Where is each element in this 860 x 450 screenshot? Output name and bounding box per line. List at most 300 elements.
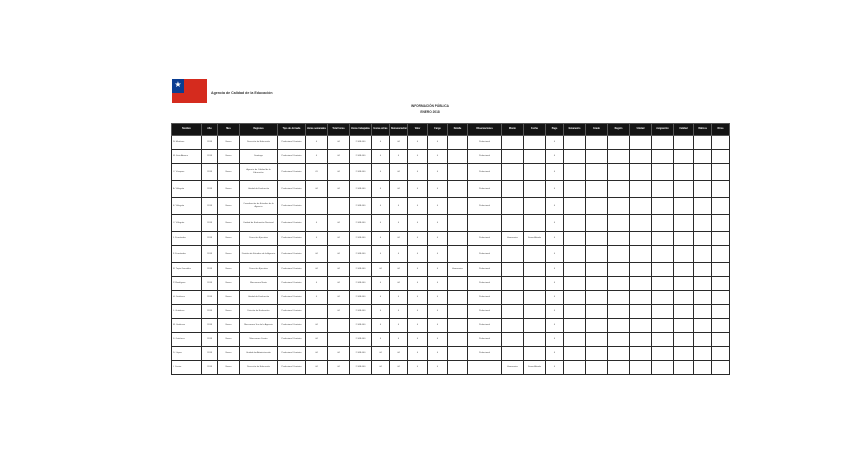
table-cell: 0 [546, 232, 564, 246]
table-cell: 44 [306, 181, 328, 198]
table-cell [564, 215, 586, 232]
table-cell: 2018 [202, 361, 218, 375]
table-cell: 2.348.000 [350, 164, 372, 181]
table-cell [630, 305, 652, 319]
table-cell [564, 277, 586, 291]
table-cell [328, 319, 350, 333]
table-cell: 2.348.000 [350, 305, 372, 319]
table-cell [502, 319, 524, 333]
table-cell [630, 277, 652, 291]
column-header: Fecha [524, 124, 546, 136]
table-cell: 44 [372, 263, 390, 277]
table-row [172, 361, 730, 375]
table-cell [564, 361, 586, 375]
table-cell: 0 [390, 246, 408, 263]
table-cell: Profesional [468, 305, 502, 319]
table-cell: 0 [390, 215, 408, 232]
table-cell [524, 246, 546, 263]
table-cell [608, 361, 630, 375]
column-header: Estamento [564, 124, 586, 136]
table-cell: 2.348.000 [350, 263, 372, 277]
table-cell: 4 [306, 291, 328, 305]
table-cell: Profesional [468, 246, 502, 263]
table-cell [586, 164, 608, 181]
table-cell [652, 246, 674, 263]
table-cell [674, 347, 694, 361]
table-row [172, 333, 730, 347]
table-cell [694, 263, 712, 277]
table-cell: 0 [408, 232, 428, 246]
table-row [172, 198, 730, 215]
table-cell: 0 [408, 181, 428, 198]
table-cell [652, 263, 674, 277]
table-cell [586, 305, 608, 319]
table-cell [564, 319, 586, 333]
table-cell [586, 319, 608, 333]
table-cell [674, 263, 694, 277]
table-cell: Unidad de Evaluación [240, 181, 278, 198]
table-cell: Enero [218, 319, 240, 333]
table-cell [674, 181, 694, 198]
table-cell: Profesional [468, 347, 502, 361]
table-cell: 2.348.000 [350, 136, 372, 150]
table-cell: Profesional Contrata [278, 319, 306, 333]
table-cell [586, 181, 608, 198]
table-cell [586, 333, 608, 347]
table-cell [608, 291, 630, 305]
table-cell: 0 [428, 198, 448, 215]
table-cell: 2018 [202, 198, 218, 215]
table-cell: Enero [218, 136, 240, 150]
table-cell: Enero [218, 277, 240, 291]
table-cell: Profesional [468, 232, 502, 246]
table-cell: Unidad de Evaluación Nacional [240, 215, 278, 232]
table-cell: 0 [408, 333, 428, 347]
table-cell [586, 277, 608, 291]
table-cell: Agencia de Calidad de la Educación [240, 164, 278, 181]
table-cell: 44 [328, 305, 350, 319]
table-cell: 2.348.000 [350, 333, 372, 347]
table-cell: I. Castro [172, 361, 202, 375]
table-cell: 0 [428, 305, 448, 319]
table-cell: Profesional Contrata [278, 232, 306, 246]
table-cell: 2.348.000 [350, 181, 372, 198]
table-cell: 44 [390, 136, 408, 150]
table-cell: 2.348.000 [350, 291, 372, 305]
table-cell [524, 150, 546, 164]
table-cell: 44 [390, 263, 408, 277]
table-cell [652, 277, 674, 291]
column-header: Otros [712, 124, 730, 136]
table-cell: Profesional Contrata [278, 305, 306, 319]
table-cell: Profesional Contrata [278, 291, 306, 305]
table-cell: 4 [306, 136, 328, 150]
table-cell: Profesional [468, 198, 502, 215]
table-cell [608, 347, 630, 361]
table-cell: Profesional [468, 164, 502, 181]
table-cell [630, 181, 652, 198]
table-cell: Enero [218, 305, 240, 319]
table-cell [674, 150, 694, 164]
column-header: Cargo [428, 124, 448, 136]
table-cell [448, 361, 468, 375]
table-cell: E. Villagrán [172, 198, 202, 215]
table-cell [586, 361, 608, 375]
table-cell [608, 150, 630, 164]
table-cell: 44 [328, 347, 350, 361]
table-cell [652, 291, 674, 305]
table-cell: Suma Alzada [524, 232, 546, 246]
table-cell: 0 [372, 136, 390, 150]
table-cell [608, 319, 630, 333]
table-cell: 0 [428, 215, 448, 232]
table-cell [674, 136, 694, 150]
table-cell [468, 361, 502, 375]
column-header: Valor [408, 124, 428, 136]
table-cell: 0 [372, 319, 390, 333]
table-cell: Profesional [468, 277, 502, 291]
table-cell: Enero [218, 361, 240, 375]
table-cell: Profesional [468, 136, 502, 150]
table-cell: 0 [390, 305, 408, 319]
table-cell [306, 198, 328, 215]
table-cell: 0 [546, 181, 564, 198]
table-cell: 0 [546, 150, 564, 164]
table-cell [502, 181, 524, 198]
table-cell [502, 263, 524, 277]
table-cell: 44 [328, 361, 350, 375]
column-header: Grado [586, 124, 608, 136]
table-cell: 0 [372, 333, 390, 347]
table-cell [674, 305, 694, 319]
column-header: Observaciones [468, 124, 502, 136]
table-cell: Honorarios [502, 361, 524, 375]
column-header: Pago [546, 124, 564, 136]
table-cell: 0 [428, 246, 448, 263]
table-cell [712, 150, 730, 164]
table-cell [630, 263, 652, 277]
table-cell: Enero [218, 246, 240, 263]
table-cell: F. Fernández [172, 246, 202, 263]
table-cell [712, 319, 730, 333]
table-cell: M. Soto Abarca [172, 150, 202, 164]
table-cell [652, 305, 674, 319]
table-cell [564, 246, 586, 263]
table-row [172, 319, 730, 333]
table-cell [652, 215, 674, 232]
table-cell: 0 [428, 232, 448, 246]
table-cell [674, 246, 694, 263]
table-cell: Suma Alzada [524, 361, 546, 375]
table-cell [652, 198, 674, 215]
table-cell [652, 150, 674, 164]
table-cell [712, 232, 730, 246]
table-cell [630, 291, 652, 305]
table-cell [694, 333, 712, 347]
table-cell [448, 305, 468, 319]
table-cell: 0 [546, 164, 564, 181]
table-cell [694, 291, 712, 305]
table-cell [674, 319, 694, 333]
table-cell [674, 277, 694, 291]
table-header-row [172, 124, 730, 136]
table-cell [674, 198, 694, 215]
table-cell: 0 [408, 263, 428, 277]
document-subtitle: ENERO 2018 [420, 110, 440, 114]
table-cell: 44 [390, 361, 408, 375]
table-row [172, 347, 730, 361]
table-cell [564, 291, 586, 305]
column-header: Horas semanales [306, 124, 328, 136]
table-cell [524, 263, 546, 277]
organization-name: Agencia de Calidad de la Educación [211, 91, 273, 95]
table-row [172, 136, 730, 150]
table-cell: 44 [390, 181, 408, 198]
table-cell [564, 164, 586, 181]
table-cell: Profesional Contrata [278, 136, 306, 150]
document-title: INFORMACIÓN PÚBLICA [411, 104, 449, 108]
table-cell [448, 215, 468, 232]
table-cell: Profesional Contrata [278, 164, 306, 181]
table-cell [674, 361, 694, 375]
table-cell [586, 198, 608, 215]
table-cell: 2018 [202, 150, 218, 164]
table-cell [630, 215, 652, 232]
table-cell [468, 215, 502, 232]
table-cell [608, 263, 630, 277]
table-cell [652, 361, 674, 375]
table-cell: Enero [218, 215, 240, 232]
table-cell: 2.348.000 [350, 198, 372, 215]
table-cell: 2.348.000 [350, 150, 372, 164]
table-cell: Profesional Contrata [278, 181, 306, 198]
table-cell [502, 347, 524, 361]
table-cell: Profesional [468, 319, 502, 333]
table-cell: 44 [328, 277, 350, 291]
table-cell: 2018 [202, 246, 218, 263]
table-cell: Enero [218, 150, 240, 164]
table-cell: Macrozona Centro [240, 333, 278, 347]
column-header: Viáticos [694, 124, 712, 136]
table-cell: J. Fernández [172, 232, 202, 246]
table-row [172, 305, 730, 319]
table-cell: Honorarios [448, 263, 468, 277]
table-cell [694, 150, 712, 164]
table-cell: A. Villagrán [172, 181, 202, 198]
table-cell [694, 232, 712, 246]
table-cell [448, 319, 468, 333]
table-cell: 2.348.000 [350, 277, 372, 291]
table-cell [674, 291, 694, 305]
column-header: Calidad [674, 124, 694, 136]
table-cell: Dirección de Educación [240, 361, 278, 375]
table-cell: 44 [328, 181, 350, 198]
table-row [172, 263, 730, 277]
table-cell: 0 [408, 361, 428, 375]
table-cell: 0 [428, 277, 448, 291]
table-cell [652, 164, 674, 181]
table-cell: 0 [428, 333, 448, 347]
flag-red-block [184, 79, 207, 93]
table-cell [674, 333, 694, 347]
table-cell [448, 291, 468, 305]
column-header: Horas trabajadas [350, 124, 372, 136]
table-cell: Dirección de Educación [240, 136, 278, 150]
star-icon: ★ [174, 80, 182, 89]
table-cell [502, 136, 524, 150]
table-cell [586, 246, 608, 263]
table-cell: 2018 [202, 232, 218, 246]
table-cell [564, 347, 586, 361]
table-cell: R. Tapia González [172, 263, 202, 277]
table-cell: 44 [328, 246, 350, 263]
table-cell: 44 [390, 164, 408, 181]
table-cell: 0 [390, 150, 408, 164]
table-cell: D. López [172, 347, 202, 361]
table-cell [630, 319, 652, 333]
table-cell: Enero [218, 232, 240, 246]
table-cell [630, 136, 652, 150]
table-cell [608, 246, 630, 263]
table-cell [652, 347, 674, 361]
table-cell: Enero [218, 164, 240, 181]
table-cell [502, 215, 524, 232]
table-cell: 0 [428, 347, 448, 361]
table-cell: 0 [546, 263, 564, 277]
table-cell: 2.348.000 [350, 215, 372, 232]
table-cell: 4 [306, 277, 328, 291]
table-cell: 0 [428, 181, 448, 198]
table-cell [712, 136, 730, 150]
table-cell: 0 [372, 215, 390, 232]
table-cell [586, 347, 608, 361]
table-cell: C. Vásquez [172, 164, 202, 181]
table-cell: 0 [372, 277, 390, 291]
table-cell: 2.348.000 [350, 246, 372, 263]
table-cell [694, 246, 712, 263]
table-cell [712, 347, 730, 361]
column-header: Regiones [240, 124, 278, 136]
column-header: Detalle [448, 124, 468, 136]
table-cell [564, 263, 586, 277]
table-row [172, 215, 730, 232]
table-cell: 44 [328, 215, 350, 232]
table-cell: 2018 [202, 136, 218, 150]
table-cell: Enero [218, 263, 240, 277]
table-cell: 2018 [202, 347, 218, 361]
table-cell: C. Villagrán [172, 215, 202, 232]
table-cell: División de Estudios de la Agencia [240, 246, 278, 263]
table-cell: 41 [306, 164, 328, 181]
table-cell [712, 361, 730, 375]
table-cell: N. Martínez [172, 136, 202, 150]
table-cell: Enero [218, 181, 240, 198]
table-cell: 44 [328, 263, 350, 277]
table-cell [608, 277, 630, 291]
table-cell [694, 215, 712, 232]
table-cell: 0 [546, 333, 564, 347]
table-cell [524, 164, 546, 181]
table-cell [524, 333, 546, 347]
table-cell [694, 181, 712, 198]
table-cell [630, 246, 652, 263]
table-cell: 0 [372, 232, 390, 246]
table-cell [586, 263, 608, 277]
table-cell: Profesional Contrata [278, 198, 306, 215]
table-cell: 2.348.000 [350, 319, 372, 333]
table-cell [502, 164, 524, 181]
column-header: Mes [218, 124, 240, 136]
table-cell [712, 305, 730, 319]
table-cell [502, 277, 524, 291]
table-cell [630, 333, 652, 347]
column-header: Región [608, 124, 630, 136]
table-cell [694, 277, 712, 291]
table-cell [448, 333, 468, 347]
table-cell: 0 [408, 305, 428, 319]
table-cell: 0 [546, 305, 564, 319]
table-cell: 0 [408, 246, 428, 263]
column-header: Año [202, 124, 218, 136]
data-table [171, 123, 730, 375]
table-cell [630, 347, 652, 361]
table-row [172, 277, 730, 291]
table-cell: 2018 [202, 164, 218, 181]
table-cell: 0 [408, 347, 428, 361]
table-cell [502, 305, 524, 319]
table-cell [502, 291, 524, 305]
table-cell [694, 136, 712, 150]
table-cell: 0 [546, 136, 564, 150]
table-cell: S. Gutiérrez [172, 333, 202, 347]
table-cell: 44 [390, 277, 408, 291]
table-cell: Profesional Contrata [278, 277, 306, 291]
table-cell [630, 164, 652, 181]
table-cell: 0 [546, 347, 564, 361]
column-header: Tipo de Jornada [278, 124, 306, 136]
table-row [172, 291, 730, 305]
table-row [172, 232, 730, 246]
table-cell [608, 305, 630, 319]
column-header: Remuneración [390, 124, 408, 136]
table-cell: 0 [408, 319, 428, 333]
table-cell [694, 305, 712, 319]
table-cell [712, 277, 730, 291]
table-cell: L. Gutiérrez [172, 305, 202, 319]
table-cell: 0 [546, 277, 564, 291]
table-cell [524, 305, 546, 319]
table-cell: 0 [372, 198, 390, 215]
table-cell [652, 319, 674, 333]
table-cell [608, 136, 630, 150]
table-cell [694, 198, 712, 215]
table-cell [652, 333, 674, 347]
table-cell: Profesional [468, 333, 502, 347]
table-cell: 44 [328, 150, 350, 164]
column-header: Nombre [172, 124, 202, 136]
table-cell: P. Rodríguez [172, 277, 202, 291]
table-cell: 0 [408, 215, 428, 232]
table-cell [608, 198, 630, 215]
column-header: Monto [502, 124, 524, 136]
table-row [172, 246, 730, 263]
table-cell: 4 [306, 232, 328, 246]
table-cell [608, 164, 630, 181]
table-cell: División de Evaluación [240, 305, 278, 319]
table-cell [586, 136, 608, 150]
table-cell [524, 181, 546, 198]
table-cell: 0 [372, 246, 390, 263]
